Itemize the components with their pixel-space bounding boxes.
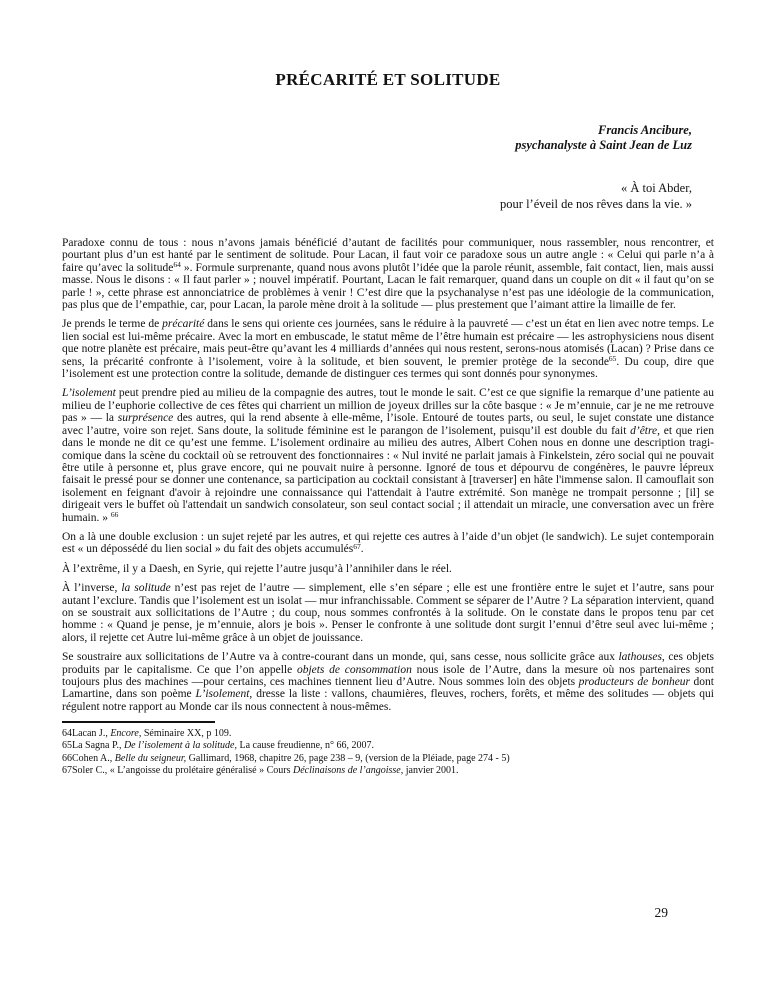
author-block [62,123,714,153]
footnote-reference: 65 [608,354,617,364]
text-run: 64Lacan J., [62,728,111,740]
text-run: peut prendre pied au milieu de la compagnie des autres, tout le monde le sait. C’est ce que signifie la remarque d’une patiente au milieu de l’euphorie collective de ces fêtes qui charrient un million de joyeux drilles sur la côte basque : « Je m’ennuie, car je ne me retrouve pas » — la [62,387,714,425]
page-content [0,70,768,777]
text-run: dans le sens qui oriente ces journées, sans le réduire à la pauvreté — c’est un état en lien avec notre temps. Le lien social est lui-même précaire. Avec la mort en embuscade, le statut même de l’être humain est précaire — les astrophysiciens nous disent que notre planète est précaire, mais peut-être qu’avant les 4 milliards d’années qui nous restent, serons-nous atomisés (Lacan) ? Prise dans ce sens, la précarité confronte à l’isolement, voire à la solitude, et bien souvent, le premier protège de la seconde [62,318,714,368]
body-paragraph [62,318,714,380]
text-run: dont Lamartine, dans son poème [62,676,714,701]
text-run: On a là une double exclusion : un sujet rejeté par les autres, et qui rejette ces autres à l’aide d’un objet (le sandwich). Le sujet contemporain est « un dépossédé du lien social » du fait des objets accumulés [62,530,714,556]
text-run: , Séminaire XX, p 109. [138,728,232,740]
epigraph-line-2: pour l’éveil de nos rêves dans la vie. » [500,196,692,211]
italic-text: la solitude [121,582,171,595]
footnote-reference: 66 [110,510,119,520]
italic-text: producteurs de bonheur [578,676,691,688]
footnote-area [62,721,714,777]
body-paragraph [62,563,714,575]
text-run: À l’extrême, il y a Daesh, en Syrie, qui rejette l’autre jusqu’à l’annihiler dans le réel. [62,562,452,575]
text-run: 66Cohen A., [62,752,115,764]
footnote [62,740,714,752]
text-run: . [360,543,364,556]
body-paragraph [62,531,714,556]
italic-text: lathouses [618,651,662,664]
italic-text: De l’isolement à la solitude [123,740,235,752]
text-run: Se soustraire aux sollicitations de l’Autre va à contre-courant dans un monde, qui, sans cesse, nous sollicite grâce aux [62,651,619,664]
body-paragraph [62,582,714,644]
text-run: À l’inverse, [62,582,122,595]
text-run: Je prends le terme de [62,318,163,331]
author-name: Francis Ancibure, [597,123,692,137]
italic-text: Encore [110,728,139,740]
body-paragraph [62,237,714,311]
author-role: psychanalyste à Saint Jean de Luz [515,138,692,152]
body-paragraph [62,651,714,713]
text-run: Gallimard, 1968, chapitre 26, page 238 – 9, (version de la Pléiade, page 274 - 5) [186,752,510,764]
italic-text: L’isolement [195,688,250,701]
body-paragraph [62,387,714,523]
text-run: 67Soler C., « L’angoisse du prolétaire généralisé » Cours [62,764,293,776]
text-run: des autres, qui la rend absente à elle-même, l’isole. Entouré de toutes parts, ou seul, le sujet constate une distance avec l’autre, voire son rejet. Sans doute, la solitude féminine est le parangon de l’isolement, puisqu’il est double du fait [62,412,714,437]
footnotes [62,728,714,777]
text-run: 65La Sagna P., [62,740,124,752]
article-title: PRÉCARITÉ ET SOLITUDE [275,70,501,89]
italic-text: Déclinaisons de l’angoisse [292,764,401,776]
italic-text: précarité [162,318,205,331]
body-text [62,237,714,713]
epigraph-line-1: « À toi Abder, [620,181,692,195]
text-run: nous isole de l’Autre, dans la mesure où nos partenaires sont toujours plus des machines —pour certains, ces machines tiennent lieu d’Autre. Nous sommes loin des objets [62,663,715,688]
text-run: , et que rien dans le monde ne dit ce qu’est une femme. L’isolement ordinaire au milieu des autres, Albert Cohen nous en donne une description tragi-comique dans la scène du cocktail où se retrouvent des fonctionnaires : « Nul invité ne parlait jamais à Finkelstein, zéro social qui ne pouvait être utile à personne et, plus grave encore, qui ne pouvait nuire à personne. Ignoré de tous et dépourvu de congénères, le pauvre lépreux faisait le pressé pour se donner une contenance, sa participation au cocktail consistant à [traverser] en hâte l'immense salon. Il camouflait son isolement en feignant d'avoir à rejoindre une connaissance qui l'attendait à l'autre extrémité. Son manège ne trompait personne ; [il] se dirigeait vers le buffet où l'attendait un sandwich consolateur, son seul contact social ; il attendait un miracle, une conversation avec un frère humain. » [62,424,714,524]
footnote [62,753,714,765]
italic-text: objets de consommation [296,663,412,676]
text-run: . Du coup, dire que l’isolement est une protection contre la solitude, demande de distinguer ces termes qui sont donnés pour synonymes. [62,355,714,381]
text-run: , dresse la liste : vallons, chaumières, fleuves, rochers, forêts, et même des solitudes — objets qui régulent notre rapport au Monde car ils nous connectent à nous-mêmes. [62,688,714,713]
footnote-reference: 64 [173,260,181,270]
epigraph [62,181,714,212]
text-run: , janvier 2001. [400,764,459,776]
text-run: n’est pas rejet de l’autre — simplement, elle s’en sépare ; elle est une frontière entre le sujet et l’autre, sans pour autant l’exclure. Tandis que l’isolement est un isolat — mur infranchissable. Comment se séparer de l’Autre ? La séparation intervient, quand on se soustrait aux sollicitations de l’Autre ; du coup, nous sommes confrontés à la solitude. On le constate dans le propos tenu par cet homme : « Quand je pense, je m’ennuie, alors je bois ». Penser le confronte à une solitude dont surgit l’ennui d’être seul avec lui-même ; alors, il rejette cet Autre lui-même grâce à un objet de jouissance. [62,582,714,644]
italic-text: L’isolement [62,387,116,400]
footnote-separator [62,721,215,723]
page-number: 29 [654,905,668,920]
footnote [62,728,714,740]
italic-text: surprésence [117,412,174,425]
footnote-reference: 67 [353,541,361,551]
text-run: , La cause freudienne, n° 66, 2007. [234,740,375,752]
footnote [62,765,714,777]
text-run: ». Formule surprenante, quand nous avons plutôt l’idée que la parole réunit, assemble, fait contact, lien, mais aussi masse. Nous le disons : « Il faut parler » ; nouvel impératif. Pourtant, Lacan le fait remarquer, quand dans un couple on dit « il faut qu’on se parle ! », cette phrase est annonciatrice de problèmes à venir ! C’est dire que la psychanalyse n’est pas une idéologie de la communication, pas plus que de l’empathie, car, pour Lacan, la parole mène droit à la solitude — plus prestement que l’aimant attire la limaille de fer. [62,261,715,312]
italic-text: d’être [630,424,658,437]
text-run: , ces objets produits par le capitalisme. Ce que l’on appelle [62,651,714,676]
italic-text: Belle du seigneur, [114,752,187,764]
text-run: Paradoxe connu de tous : nous n’avons jamais bénéficié d’autant de facilités pour communiquer, nous rassembler, nous rencontrer, et pourtant plus d’un est hanté par le sentiment de solitude. Pour Lacan, il faut voir ce paradoxe sous un autre angle : « Celui qui parle n’a à faire qu’avec la solitude [62,237,714,274]
